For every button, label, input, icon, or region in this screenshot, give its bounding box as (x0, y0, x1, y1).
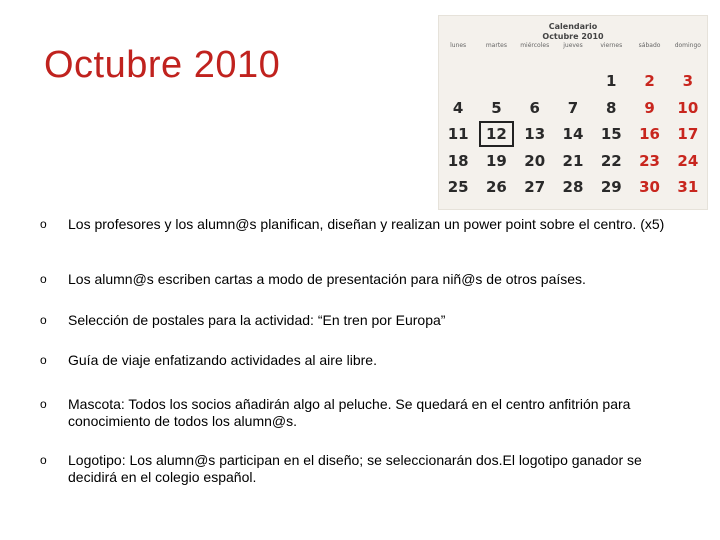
bullet-text: Mascota: Todos los socios añadirán algo al peluche. Se quedará en el centro anfitrión para conocimiento de todos los alumn@s. (68, 396, 631, 429)
calendar-day: 27 (524, 178, 546, 197)
bullet-text: Los alumn@s escriben cartas a modo de presentación para niñ@s de otros países. (68, 271, 586, 287)
weekday-label: sábado (638, 42, 661, 49)
weekday-label: viernes (600, 42, 623, 49)
calendar-day: 5 (491, 98, 502, 117)
calendar-day: 26 (485, 178, 507, 197)
bullet-marker: o (40, 397, 47, 411)
calendar-day: 30 (639, 178, 660, 197)
calendar-day: 10 (677, 98, 699, 117)
calendar-day: 15 (600, 125, 622, 144)
calendar-day: 6 (529, 98, 540, 117)
calendar-week-row (439, 148, 707, 175)
calendar-day: 28 (562, 178, 584, 197)
bullet-item (40, 352, 680, 369)
calendar-week-row (439, 121, 707, 148)
bullet-text: Los profesores y los alumn@s planifican, diseñan y realizan un power point sobre el centro. (x5) (68, 216, 665, 232)
calendar-day: 3 (682, 72, 694, 91)
bullet-marker: o (40, 453, 47, 467)
calendar-day: 19 (485, 151, 507, 170)
bullet-item (40, 312, 680, 329)
calendar-day: 9 (644, 98, 655, 117)
calendar-week-row (439, 95, 707, 122)
bullet-text: Logotipo: Los alumn@s participan en el diseño; se seleccionarán dos.El logotipo ganador se decidirá en el colegio español. (68, 452, 642, 485)
calendar-day: 17 (677, 125, 699, 144)
bullet-marker: o (40, 217, 47, 231)
calendar-day: 13 (524, 125, 546, 144)
calendar-day-highlighted: 12 (479, 121, 513, 147)
calendar-day: 18 (447, 151, 469, 170)
calendar-day: 1 (606, 72, 617, 91)
calendar-day: 14 (562, 125, 584, 144)
calendar-day: 4 (452, 98, 464, 117)
calendar-day: 24 (677, 151, 699, 170)
bullet-item (40, 271, 680, 288)
calendar-header-month: Octubre 2010 (542, 32, 604, 41)
calendar-day: 29 (600, 178, 622, 197)
bullet-item (40, 452, 680, 486)
calendar-day: 23 (639, 151, 660, 170)
bullet-marker: o (40, 353, 47, 367)
weekday-label: domingo (674, 42, 701, 49)
calendar-day: 31 (677, 178, 699, 197)
calendar-day: 25 (447, 178, 469, 197)
bullet-item (40, 396, 680, 430)
calendar-day: 8 (606, 98, 617, 117)
bullet-marker: o (40, 272, 47, 286)
calendar-day: 22 (600, 151, 622, 170)
slide-title: Octubre 2010 (44, 44, 281, 86)
calendar-day: 20 (524, 151, 546, 170)
calendar-day: 21 (562, 151, 584, 170)
calendar-header (439, 16, 707, 42)
bullet-text: Guía de viaje enfatizando actividades al aire libre. (68, 352, 377, 368)
calendar-header-label: Calendario (548, 22, 598, 31)
calendar-week-row (439, 174, 707, 201)
calendar-day: 7 (567, 98, 579, 117)
calendar-weekday-row (439, 42, 707, 49)
weekday-label: miércoles (520, 42, 550, 49)
calendar-day: 11 (447, 125, 469, 144)
bullet-marker: o (40, 313, 47, 327)
bullet-text: Selección de postales para la actividad: “En tren por Europa” (68, 312, 446, 328)
weekday-label: jueves (563, 42, 583, 49)
calendar-day: 16 (639, 125, 660, 144)
calendar-day-grid (439, 68, 707, 201)
weekday-label: lunes (450, 42, 467, 49)
weekday-label: martes (485, 42, 507, 49)
bullet-item (40, 216, 680, 233)
calendar-week-row (439, 68, 707, 95)
calendar-day: 2 (644, 72, 655, 91)
october-2010-calendar (438, 15, 708, 210)
